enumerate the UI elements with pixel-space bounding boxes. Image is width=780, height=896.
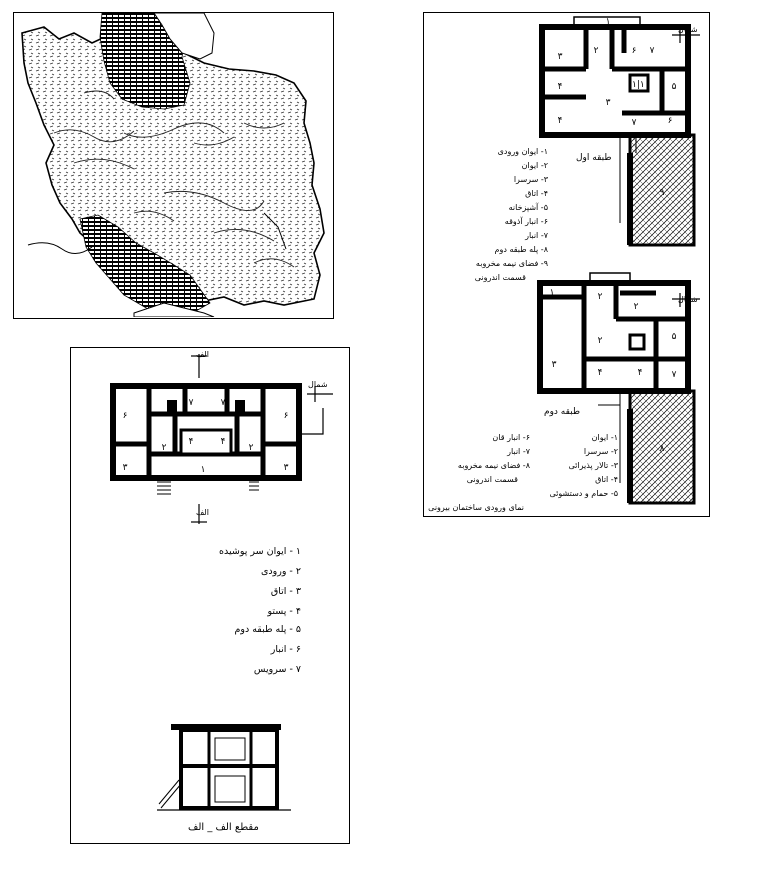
legend-item: ۱- ایوان ورودی [497, 147, 548, 156]
svg-text:۲: ۲ [593, 46, 599, 56]
plan-panel-left [70, 347, 350, 844]
floor2-label: طبقه دوم [544, 407, 581, 417]
section-marker-bottom: الف [196, 508, 209, 517]
svg-text:۴: ۴ [557, 116, 563, 126]
svg-text:۲: ۲ [248, 443, 254, 453]
legend-item: ۱- ایوان [591, 433, 618, 442]
svg-text:۳: ۳ [283, 463, 289, 473]
legend-item: ۲- ایوان [521, 161, 548, 170]
svg-text:۴: ۴ [188, 437, 194, 447]
svg-text:۱: ۱ [200, 465, 206, 475]
legend-item: ۱ - ایوان سر پوشیده [219, 546, 301, 557]
svg-text:۷: ۷ [649, 46, 655, 56]
north-label-2: شمال [678, 295, 698, 304]
legend-item: ۲- سرسرا [583, 447, 618, 456]
svg-text:۱: ۱ [549, 288, 555, 298]
ground-floor-plan [71, 348, 348, 538]
legend-item: ۶ - انبار [270, 644, 301, 655]
legend-item: ۷ - سرویس [253, 664, 301, 675]
north-label: شمال [308, 380, 328, 389]
legend-item: ۷- انبار [525, 231, 548, 240]
svg-text:۳: ۳ [605, 98, 611, 108]
section-caption: مقطع الف _ الف [188, 822, 259, 833]
legend-item: ۹- فضای نیمه مخروبه [475, 259, 548, 268]
svg-text:۶: ۶ [631, 46, 637, 56]
legend-item: ۴ - پستو [267, 606, 301, 617]
svg-text:۶: ۶ [122, 411, 128, 421]
svg-text:۲: ۲ [161, 443, 167, 453]
legend-item: ۶- انبار قان [492, 433, 530, 442]
plan-panel-right [423, 12, 710, 517]
svg-text:۶: ۶ [667, 116, 673, 126]
svg-text:۵: ۵ [671, 82, 677, 92]
section-marker-top: الف [196, 350, 209, 359]
legend-floor2-left [434, 433, 530, 503]
svg-text:۴: ۴ [597, 368, 603, 378]
legend-item: ۳- سرسرا [513, 175, 548, 184]
floor1-label: طبقه اول [576, 153, 612, 163]
svg-text:۱: ۱ [605, 17, 611, 27]
svg-text:۶: ۶ [283, 411, 289, 421]
svg-text:۷: ۷ [671, 370, 677, 380]
legend-item: ۷- انبار [507, 447, 530, 456]
legend-item: ۳ - اتاق [270, 586, 301, 597]
footer-caption: نمای ورودی ساختمان بیرونی [428, 503, 524, 512]
svg-text:۳: ۳ [557, 52, 563, 62]
legend-item: ۴- اتاق [525, 189, 548, 198]
svg-text:۷: ۷ [188, 398, 194, 408]
svg-text:۴: ۴ [557, 82, 563, 92]
legend-item: ۵- آشپزخانه [508, 203, 548, 212]
legend-item: ۸- فضای نیمه مخروبه [457, 461, 530, 470]
svg-text:۴: ۴ [220, 437, 226, 447]
svg-text:۲: ۲ [597, 292, 603, 302]
svg-text:۵: ۵ [671, 332, 677, 342]
north-label-1: شمال [678, 25, 698, 34]
legend-item: ۲ - ورودی [260, 566, 301, 577]
svg-text:۷: ۷ [631, 118, 637, 128]
legend-item: ۵ - پله طبقه دوم [234, 624, 301, 635]
legend-floor2-right [534, 433, 618, 517]
svg-text:۳: ۳ [122, 463, 128, 473]
svg-text:۹: ۹ [659, 188, 665, 198]
legend-item: قسمت اندرونی [466, 475, 518, 484]
svg-text:۲: ۲ [633, 302, 639, 312]
svg-text:۴: ۴ [637, 368, 643, 378]
svg-text:۷: ۷ [220, 398, 226, 408]
svg-text:۸: ۸ [659, 444, 665, 454]
legend-item: ۶- انبار آذوقه [504, 217, 548, 226]
svg-text:۳: ۳ [551, 360, 557, 370]
legend-item: ۳- تالار پذیرائی [568, 461, 618, 470]
legend-item: ۵- حمام و دستشوئی [549, 489, 618, 498]
iran-map [14, 13, 332, 317]
legend-item: ۴- اتاق [595, 475, 618, 484]
svg-text:۱|۱: ۱|۱ [632, 80, 645, 90]
section-drawing [151, 718, 301, 818]
legend-item: قسمت اندرونی [474, 273, 526, 282]
map-panel [13, 12, 334, 319]
legend-item: ۸- پله طبقه دوم [494, 245, 548, 254]
svg-text:۲: ۲ [597, 336, 603, 346]
